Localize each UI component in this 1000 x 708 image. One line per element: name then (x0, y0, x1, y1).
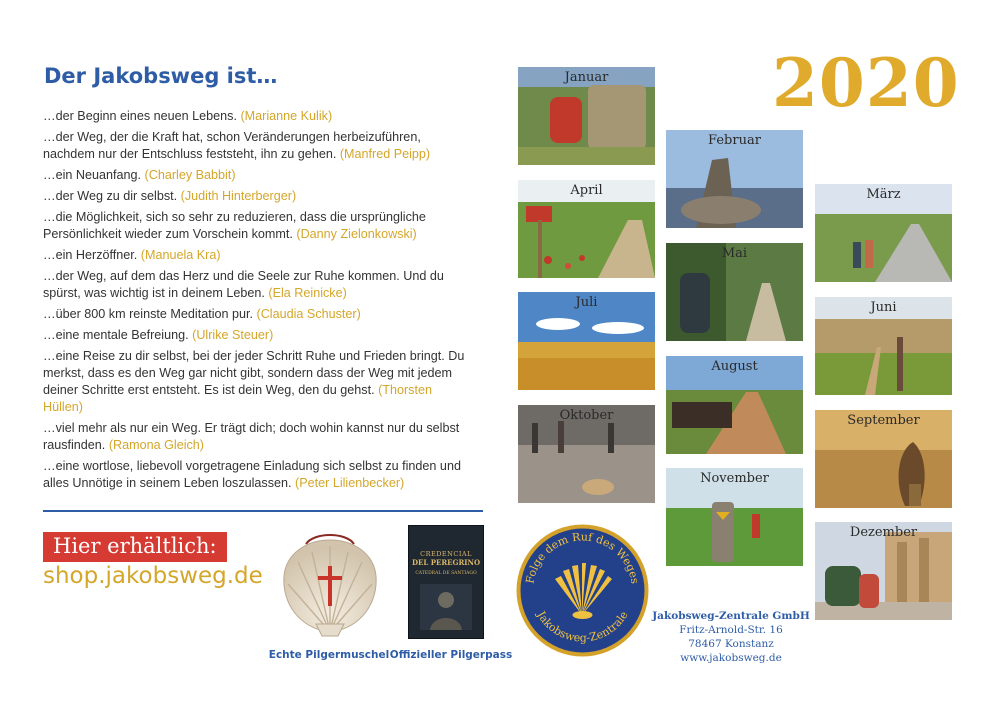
shop-link[interactable]: shop.jakobsweg.de (43, 563, 263, 589)
website-link[interactable]: www.jakobsweg.de (680, 652, 782, 664)
company-address (650, 609, 812, 665)
jakobsweg-badge-logo (515, 523, 650, 658)
month-label: September (847, 413, 920, 428)
pass-line-3: CATEDRAL DE SANTIAGO (415, 571, 477, 576)
month-tile-january (518, 67, 655, 165)
quote-text: …eine wortlose, liebevoll vorgetragene Einladung sich selbst zu finden und alles Unnötige in seinem Leben loszulassen. (43, 459, 461, 490)
quote-author: (Manuela Kra) (140, 248, 221, 262)
quote-text: …ein Herzöffner. (43, 248, 138, 262)
quote-text: …viel mehr als nur ein Weg. Er trägt dich; doch wohin kannst nur du selbst rausfinden. (43, 421, 460, 452)
month-tile-february (666, 130, 803, 228)
available-here-banner: Hier erhältlich: (43, 532, 227, 562)
quote-text: …der Weg, auf dem das Herz und die Seele zur Ruhe kommen. Und du spürst, was wichtig ist in deinem Leben. (43, 269, 444, 300)
month-label: Oktober (559, 408, 614, 423)
quote-author: (Ela Reinicke) (268, 286, 347, 300)
quote-author: (Ramona Gleich) (108, 438, 204, 452)
month-tile-march (815, 184, 952, 282)
quote-item (43, 327, 473, 344)
city: 78467 Konstanz (688, 638, 774, 650)
month-tile-november (666, 468, 803, 566)
month-label: Dezember (849, 525, 918, 540)
month-label: März (866, 187, 901, 202)
divider-line (43, 510, 483, 512)
quote-text: …der Beginn eines neuen Lebens. (43, 109, 237, 123)
month-label: Februar (708, 133, 761, 148)
month-label: Januar (564, 70, 609, 85)
month-label: Juni (870, 300, 897, 315)
street: Fritz-Arnold-Str. 16 (679, 624, 783, 636)
year-title: 2020 (772, 44, 960, 122)
quote-item (43, 188, 473, 205)
month-tile-september (815, 410, 952, 508)
quote-author: (Danny Zielonkowski) (296, 227, 417, 241)
quote-item (43, 420, 473, 454)
quote-item (43, 348, 473, 416)
badge-bottom-text: Jakobsweg-Zentrale (534, 608, 631, 645)
quote-text: …über 800 km reinste Meditation pur. (43, 307, 254, 321)
scallop-shell-image (278, 532, 382, 638)
quote-list (43, 108, 473, 496)
page-heading: Der Jakobsweg ist… (44, 64, 278, 88)
month-label: Mai (721, 246, 748, 261)
month-tile-may (666, 243, 803, 341)
month-tile-august (666, 356, 803, 454)
quote-item (43, 247, 473, 264)
quote-text: …der Weg, der die Kraft hat, schon Veränderungen herbeizuführen, nachdem nur der Entschluss feststeht, ihn zu gehen. (43, 130, 421, 161)
quote-author: (Charley Babbit) (144, 168, 236, 182)
quote-item (43, 306, 473, 323)
month-tile-april (518, 180, 655, 278)
month-tile-july (518, 292, 655, 390)
quote-item (43, 129, 473, 163)
quote-text: …eine mentale Befreiung. (43, 328, 189, 342)
pass-portrait-icon (416, 582, 476, 632)
quote-item (43, 458, 473, 492)
quote-author: (Marianne Kulik) (240, 109, 333, 123)
quote-author: (Ulrike Steuer) (192, 328, 274, 342)
quote-author: (Manfred Peipp) (339, 147, 431, 161)
month-label: November (700, 471, 769, 486)
badge-top-text: Folge dem Ruf des Weges (523, 530, 642, 585)
pilgrim-pass-image (408, 525, 484, 639)
quote-text: …die Möglichkeit, sich so sehr zu reduzieren, dass die ursprüngliche Persönlichkeit wieder zum Vorschein kommt. (43, 210, 426, 241)
quote-text: …ein Neuanfang. (43, 168, 142, 182)
quote-item (43, 268, 473, 302)
quote-item (43, 108, 473, 125)
quote-text: …eine Reise zu dir selbst, bei der jeder Schritt Ruhe und Frieden bringt. Du merkst, dass es den Weg gar nicht gibt, sondern dass der Weg mit jedem deiner Schritte erst entsteht. Es ist dein Weg, den du gehst. (43, 349, 465, 397)
quote-item (43, 209, 473, 243)
quote-author: (Judith Hinterberger) (180, 189, 297, 203)
quote-author: (Thorsten Hüllen) (43, 383, 432, 414)
month-label: August (711, 359, 758, 374)
month-label: Juli (575, 295, 598, 310)
pass-line-1: CREDENCIAL (420, 550, 472, 558)
company-name: Jakobsweg-Zentrale GmbH (652, 610, 810, 622)
month-label: April (570, 183, 603, 198)
quote-text: …der Weg zu dir selbst. (43, 189, 178, 203)
quote-author: (Peter Lilienbecker) (295, 476, 405, 490)
month-tile-june (815, 297, 952, 395)
quote-item (43, 167, 473, 184)
quote-author: (Claudia Schuster) (256, 307, 361, 321)
month-tile-december (815, 522, 952, 620)
month-tile-october (518, 405, 655, 503)
shell-caption: Echte Pilgermuschel (268, 649, 390, 661)
pass-line-2: DEL PEREGRINO (411, 558, 481, 567)
pass-caption: Offizieller Pilgerpass (389, 649, 513, 661)
